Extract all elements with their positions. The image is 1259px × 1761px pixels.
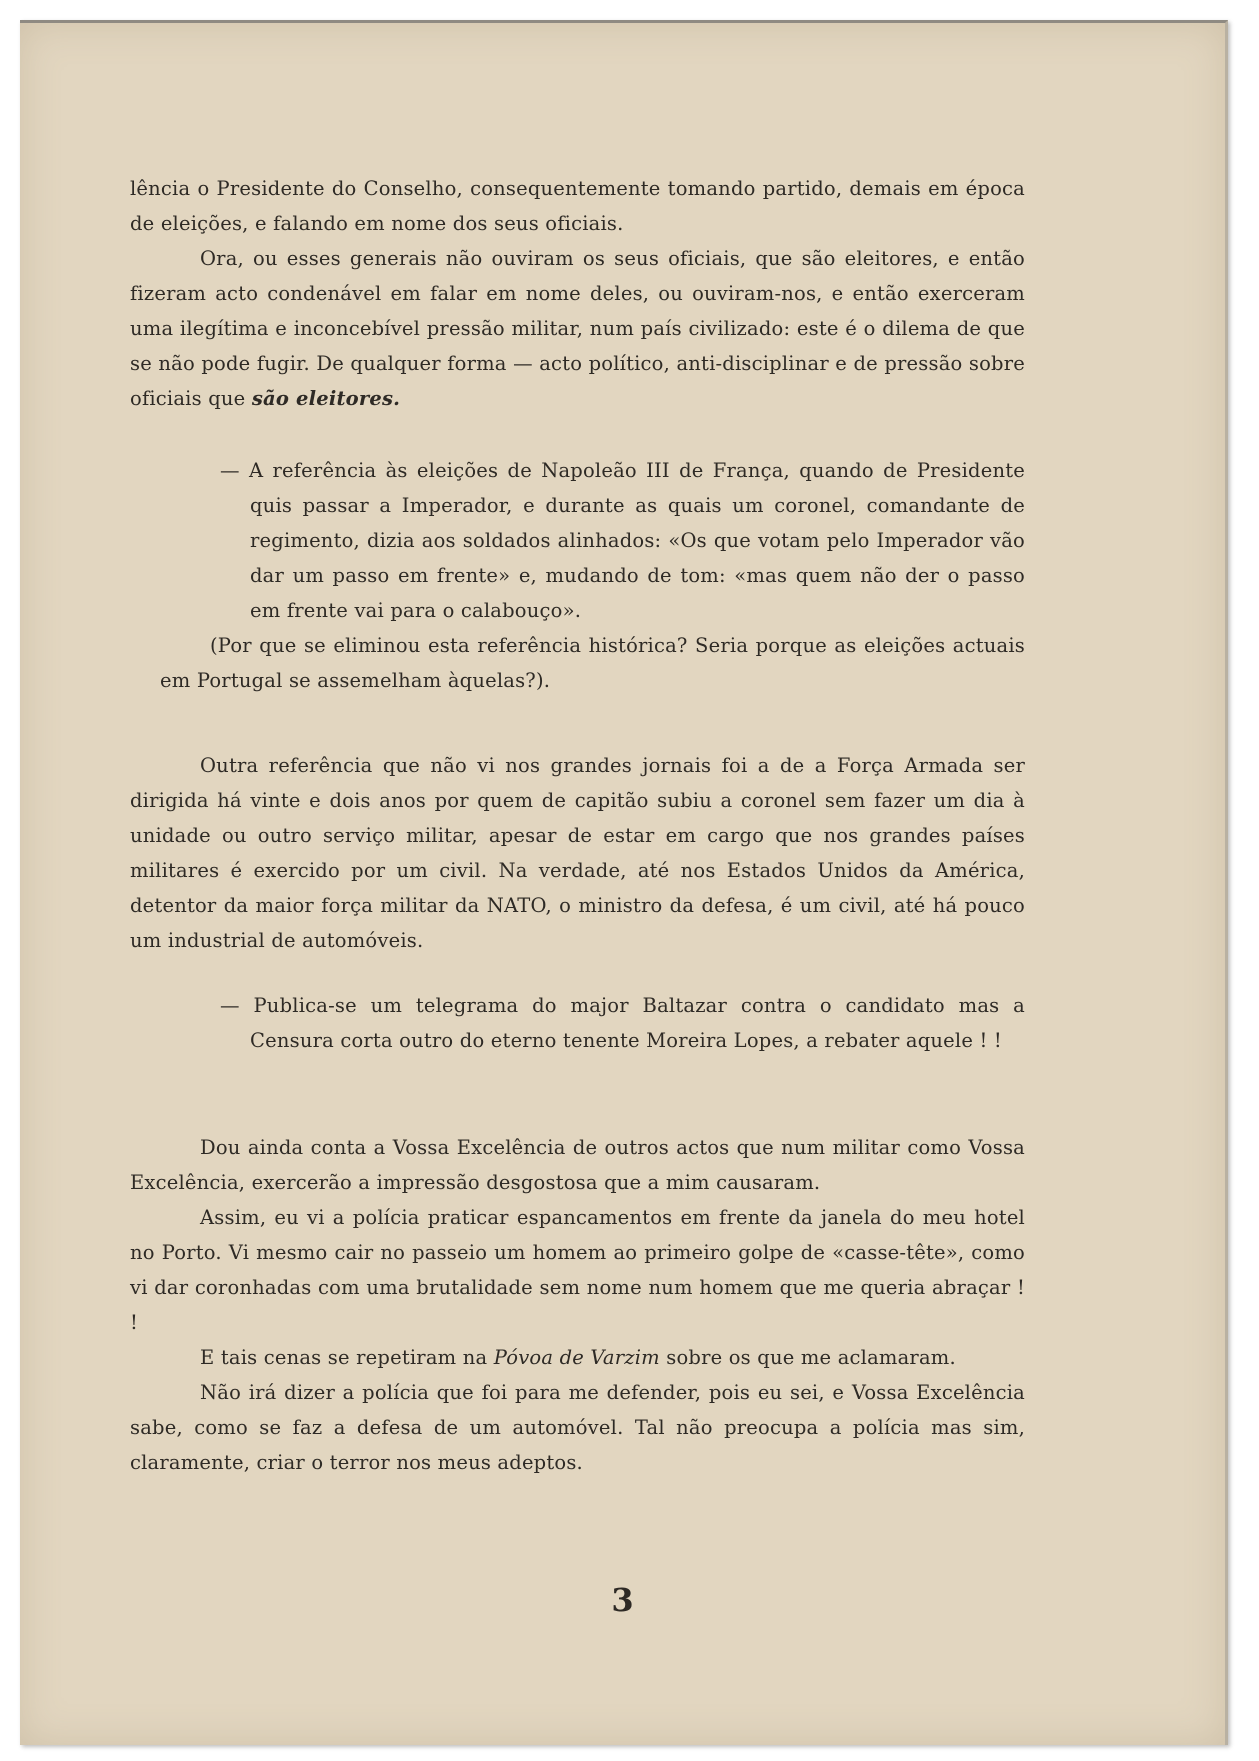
text-section-3	[130, 1130, 1025, 1480]
document-page	[20, 20, 1228, 1745]
paragraph-1: lência o Presidente do Conselho, consequentemente tomando partido, demais em época de eleições, e falando em nome dos seus oficiais.	[130, 177, 1025, 235]
paragraph-3: Outra referência que não vi nos grandes jornais foi a de a Força Armada ser dirigida há vinte e dois anos por quem de capitão subiu a coronel sem fazer um dia à unidade ou outro serviço militar, apesar de estar em cargo que nos grandes países militares é exercido por um civil. Na verdade, até nos Estados Unidos da América, detentor da maior força militar da NATO, o ministro da defesa, é um civil, até há pouco um industrial de automóveis.	[130, 754, 1025, 952]
paragraph-6	[130, 1340, 1025, 1375]
quote-section-1	[160, 453, 1025, 698]
page-number: 3	[611, 1581, 634, 1619]
paragraph-6-post: sobre os que me aclamaram.	[666, 1346, 956, 1369]
paragraph-4: Dou ainda conta a Vossa Excelência de outros actos que num militar como Vossa Excelência, exercerão a impressão desgostosa que a mim causaram.	[130, 1136, 1025, 1194]
quote-3: — Publica-se um telegrama do major Baltazar contra o candidato mas a Censura corta outro do eterno tenente Moreira Lopes, a rebater aquele ! !	[220, 994, 1025, 1052]
paragraph-2	[130, 241, 1025, 416]
paragraph-6-emphasis: Póvoa de Varzim	[493, 1346, 660, 1369]
quote-section-2	[220, 988, 1025, 1058]
text-section-1	[130, 171, 1025, 416]
paragraph-6-pre: E tais cenas se repetiram na	[200, 1346, 488, 1369]
paragraph-2-emphasis: são eleitores.	[251, 387, 401, 410]
text-section-2	[130, 748, 1025, 958]
quote-2: (Por que se eliminou esta referência histórica? Seria porque as eleições actuais em Portugal se assemelham àquelas?).	[160, 634, 1025, 692]
quote-1: — A referência às eleições de Napoleão III de França, quando de Presidente quis passar a Imperador, e durante as quais um coronel, comandante de regimento, dizia aos soldados alinhados: «Os que votam pelo Imperador vão dar um passo em frente» e, mudando de tom: «mas quem não der o passo em frente vai para o calabouço».	[220, 459, 1025, 622]
paragraph-2-text: Ora, ou esses generais não ouviram os seus oficiais, que são eleitores, e então fizeram acto condenável em falar em nome deles, ou ouviram-nos, e então exerceram uma ilegítima e inconcebível pressão militar, num país civilizado: este é o dilema de que se não pode fugir. De qualquer forma — acto político, anti-disciplinar e de pressão sobre oficiais que	[130, 247, 1025, 410]
paragraph-5: Assim, eu vi a polícia praticar espancamentos em frente da janela do meu hotel no Porto. Vi mesmo cair no passeio um homem ao primeiro golpe de «casse-tête», como vi dar coronhadas com uma brutalidade sem nome num homem que me queria abraçar ! !	[130, 1206, 1025, 1334]
paragraph-7: Não irá dizer a polícia que foi para me defender, pois eu sei, e Vossa Excelência sabe, como se faz a defesa de um automóvel. Tal não preocupa a polícia mas sim, claramente, criar o terror nos meus adeptos.	[130, 1381, 1025, 1474]
